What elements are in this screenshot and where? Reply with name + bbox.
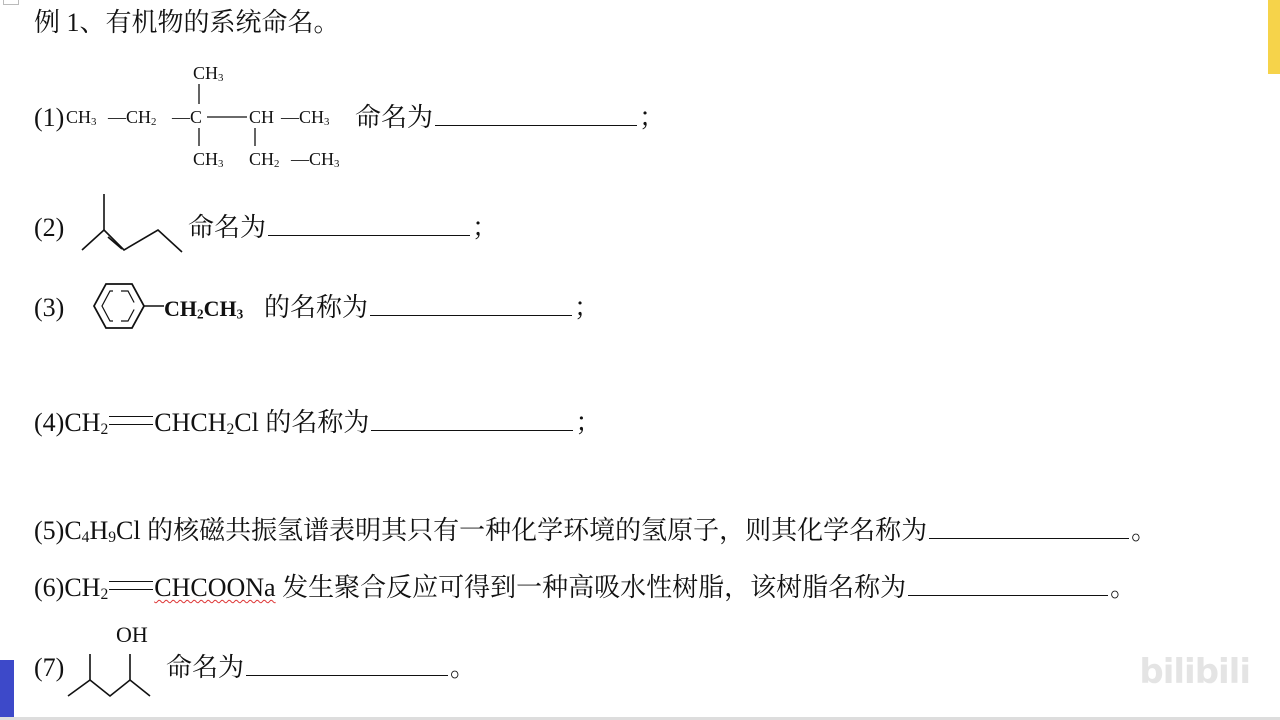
q1-ch2-bottom: $CH_2$ [249,149,280,171]
q1-number: (1) [34,103,65,132]
question-2 [0,190,600,260]
q3-ethyl-group: $CH_2CH_3$ [164,296,244,322]
q3-answer-blank[interactable] [370,293,572,316]
q3-number: (3) [34,293,65,322]
q1-ch3-end: $—CH_3$ [281,107,330,129]
q1-ch2: $—CH_2$ [108,107,157,129]
q7-oh-label: OH [116,622,148,647]
q1-chain-start: $CH_3$ [66,107,97,129]
q1-quaternary-c: —C [172,107,203,127]
question-3 [0,278,700,338]
q5-answer-blank[interactable] [929,516,1129,539]
question-6: $(6)CH_2$ CHCOONa 发生聚合反应可得到一种高吸水性树脂，该树脂名称为 。 [34,573,1137,604]
q1-ch: CH [249,107,275,127]
page-title: 例 1、有机物的系统命名。 [34,8,340,37]
q7-skeletal-structure [64,620,164,704]
q1-ch3-bottom: $CH_3$ [193,149,224,171]
q3-benzene-ring [80,278,170,334]
left-edge-bar [0,660,14,720]
q2-skeletal-structure [78,190,188,256]
q6-double-bond [109,581,153,590]
q7-number: (7) [34,653,65,682]
q7-answer-line: 命名为 。 [166,653,477,682]
q3-answer-line: 的名称为 ； [264,293,601,322]
accent-bar [1268,0,1280,74]
q6-answer-blank[interactable] [908,573,1108,596]
question-5: $(5)C_4H_9Cl$ 的核磁共振氢谱表明其只有一种化学环境的氢原子，则其化学名称为 。 [34,516,1158,547]
question-4: $(4)CH_2$ $CHCH_2Cl$ 的名称为 ； [34,408,602,439]
watermark-logo: bilibili [1139,652,1250,692]
corner-marker [3,0,19,5]
question-1 [0,58,700,178]
q2-answer-blank[interactable] [268,213,470,236]
q2-answer-line: 命名为 ； [188,213,499,242]
q1-ch3-top: $CH_3$ [193,63,224,85]
q2-number: (2) [34,213,65,242]
q6-spellcheck-word: CHCOONa [154,573,276,602]
q7-answer-blank[interactable] [246,653,448,676]
q4-double-bond [109,416,153,425]
q4-answer-blank[interactable] [371,408,573,431]
q1-ch3-bottom2: $—CH_3$ [291,149,340,171]
q1-answer-blank[interactable] [435,103,637,126]
question-7 [0,620,600,710]
q1-answer-line: 命名为 ； [355,103,666,132]
